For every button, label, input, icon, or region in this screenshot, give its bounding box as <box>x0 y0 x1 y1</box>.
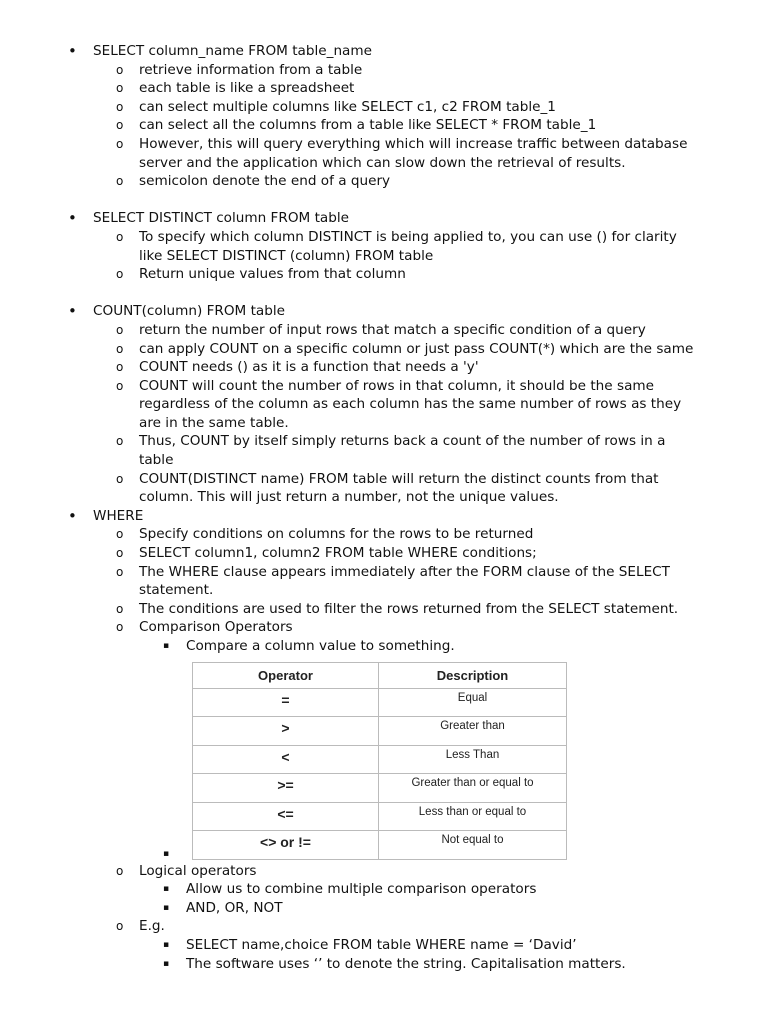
bullet-l2: o <box>116 527 124 542</box>
list-item-text: semicolon denote the end of a query <box>139 173 391 190</box>
description-cell: Not equal to <box>379 831 567 860</box>
list-item <box>0 340 768 359</box>
section-heading <box>0 42 768 61</box>
list-item <box>0 98 768 117</box>
bullet-l3: ▪ <box>163 939 170 950</box>
list-item-text: The WHERE clause appears immediately after the FORM clause of the SELECT <box>139 563 670 580</box>
table-row <box>193 802 567 831</box>
description-cell: Greater than or equal to <box>379 774 567 803</box>
list-item-text: Thus, COUNT by itself simply returns back a count of the number of rows in a <box>139 433 666 450</box>
list-item-text: can select all the columns from a table like SELECT * FROM table_1 <box>139 117 597 134</box>
list-item-text: Return unique values from that column <box>139 266 406 283</box>
list-item <box>0 265 768 284</box>
table-row <box>193 745 567 774</box>
document-body <box>0 42 768 973</box>
table-row <box>193 717 567 746</box>
bullet-l3: ▪ <box>163 902 170 913</box>
list-item-continuation <box>0 395 768 414</box>
list-item-continuation-text: regardless of the column as each column has the same number of rows as they <box>139 396 682 413</box>
bullet-l1: • <box>68 209 77 228</box>
list-item <box>0 563 768 582</box>
operator-cell: <= <box>193 802 379 831</box>
list-item-continuation-text: table <box>139 452 174 469</box>
bullet-l3: ▪ <box>163 958 170 969</box>
bullet-l2: o <box>116 136 124 151</box>
operator-cell: >= <box>193 774 379 803</box>
column-header: Description <box>379 662 567 688</box>
table-header-row <box>193 662 567 688</box>
sub-list-item <box>0 899 768 918</box>
bullet-l2: o <box>116 601 124 616</box>
list-item-continuation-text: statement. <box>139 582 214 599</box>
list-item <box>0 116 768 135</box>
bullet-l2: o <box>116 360 124 375</box>
description-cell: Less than or equal to <box>379 802 567 831</box>
list-item <box>0 358 768 377</box>
list-item <box>0 525 768 544</box>
operator-table-item <box>0 662 768 860</box>
list-item <box>0 917 768 936</box>
list-item-continuation <box>0 581 768 600</box>
sub-list-item-text: AND, OR, NOT <box>186 899 283 916</box>
list-item-continuation <box>0 154 768 173</box>
bullet-l3: ▪ <box>163 848 170 859</box>
list-item-text: The conditions are used to filter the rows returned from the SELECT statement. <box>139 600 679 617</box>
list-item-continuation <box>0 451 768 470</box>
sub-list-item-text: The software uses ‘’ to denote the string. Capitalisation matters. <box>186 955 626 972</box>
list-item-continuation-text: column. This will just return a number, not the unique values. <box>139 489 559 506</box>
sub-list-item <box>0 936 768 955</box>
section-heading-text: SELECT DISTINCT column FROM table <box>93 210 350 227</box>
operator-cell: < <box>193 745 379 774</box>
bullet-l1: • <box>68 506 77 525</box>
bullet-l2: o <box>116 863 124 878</box>
list-item <box>0 321 768 340</box>
description-cell: Less Than <box>379 745 567 774</box>
bullet-l2: o <box>116 62 124 77</box>
list-item-text: COUNT will count the number of rows in that column, it should be the same <box>139 377 655 394</box>
bullet-l2: o <box>116 118 124 133</box>
bullet-l2: o <box>116 81 124 96</box>
list-item <box>0 432 768 451</box>
list-item-text: retrieve information from a table <box>139 61 363 78</box>
bullet-l3: ▪ <box>163 641 170 651</box>
description-cell: Greater than <box>379 717 567 746</box>
bullet-l3: ▪ <box>163 884 170 895</box>
list-item-text: However, this will query everything which will increase traffic between database <box>139 135 688 152</box>
section-heading-text: WHERE <box>93 507 144 524</box>
sub-list-item-text: Compare a column value to something. <box>186 638 455 654</box>
section-heading-text: COUNT(column) FROM table <box>93 303 286 320</box>
list-item-text: can select multiple columns like SELECT c1, c2 FROM table_1 <box>139 98 556 115</box>
list-item <box>0 377 768 396</box>
list-item-continuation <box>0 247 768 266</box>
bullet-l2: o <box>116 267 124 282</box>
list-item-text: Specify conditions on columns for the rows to be returned <box>139 526 534 543</box>
list-item-text: each table is like a spreadsheet <box>139 80 355 97</box>
bullet-l2: o <box>116 546 124 561</box>
bullet-l2: o <box>116 322 124 337</box>
operator-cell: = <box>193 688 379 717</box>
bullet-l2: o <box>116 341 124 356</box>
list-item-text: E.g. <box>139 918 165 935</box>
sub-list-item-text: SELECT name,choice FROM table WHERE name = ‘David’ <box>186 936 577 953</box>
table-row <box>193 774 567 803</box>
list-item-text: Logical operators <box>139 862 257 879</box>
list-item-text: return the number of input rows that match a specific condition of a query <box>139 321 646 338</box>
list-item-text: To specify which column DISTINCT is being applied to, you can use () for clarity <box>139 228 677 245</box>
list-item-continuation-text: server and the application which can slow down the retrieval of results. <box>139 154 626 171</box>
bullet-l2: o <box>116 471 124 486</box>
list-item-continuation <box>0 414 768 433</box>
bullet-l2: o <box>116 229 124 244</box>
list-item-continuation-text: are in the same table. <box>139 414 289 431</box>
list-item <box>0 61 768 80</box>
bullet-l2: o <box>116 620 124 635</box>
bullet-l1: • <box>68 302 77 321</box>
list-item <box>0 618 768 637</box>
bullet-l2: o <box>116 99 124 114</box>
list-item <box>0 172 768 191</box>
list-item <box>0 600 768 619</box>
column-header: Operator <box>193 662 379 688</box>
section-heading-text: SELECT column_name FROM table_name <box>93 43 372 59</box>
sub-list-item-text: Allow us to combine multiple comparison operators <box>186 881 537 898</box>
bullet-l2: o <box>116 919 124 934</box>
list-item <box>0 544 768 563</box>
table-row <box>193 831 567 860</box>
bullet-l2: o <box>116 378 124 393</box>
operator-cell: > <box>193 717 379 746</box>
section-heading <box>0 209 768 228</box>
list-item-continuation <box>0 488 768 507</box>
section-heading <box>0 507 768 526</box>
bullet-l1: • <box>68 42 77 60</box>
list-item-text: can apply COUNT on a specific column or just pass COUNT(*) which are the same <box>139 340 694 357</box>
list-item-text: COUNT(DISTINCT name) FROM table will return the distinct counts from that <box>139 470 659 487</box>
comparison-operators-table <box>192 662 567 860</box>
bullet-l2: o <box>116 174 124 189</box>
list-item <box>0 79 768 98</box>
bullet-l2: o <box>116 564 124 579</box>
list-item-continuation-text: like SELECT DISTINCT (column) FROM table <box>139 247 434 264</box>
operator-cell: <> or != <box>193 831 379 860</box>
blank-line <box>0 284 768 303</box>
list-item-text: SELECT column1, column2 FROM table WHERE conditions; <box>139 545 537 562</box>
section-heading <box>0 302 768 321</box>
list-item <box>0 470 768 489</box>
list-item <box>0 135 768 154</box>
sub-list-item <box>0 637 768 656</box>
list-item <box>0 862 768 881</box>
sub-list-item <box>0 955 768 974</box>
sub-list-item <box>0 880 768 899</box>
list-item-text: COUNT needs () as it is a function that needs a 'y' <box>139 359 479 376</box>
description-cell: Equal <box>379 688 567 717</box>
bullet-l2: o <box>116 434 124 449</box>
blank-line <box>0 191 768 210</box>
list-item-text: Comparison Operators <box>139 619 293 636</box>
list-item <box>0 228 768 247</box>
table-row <box>193 688 567 717</box>
